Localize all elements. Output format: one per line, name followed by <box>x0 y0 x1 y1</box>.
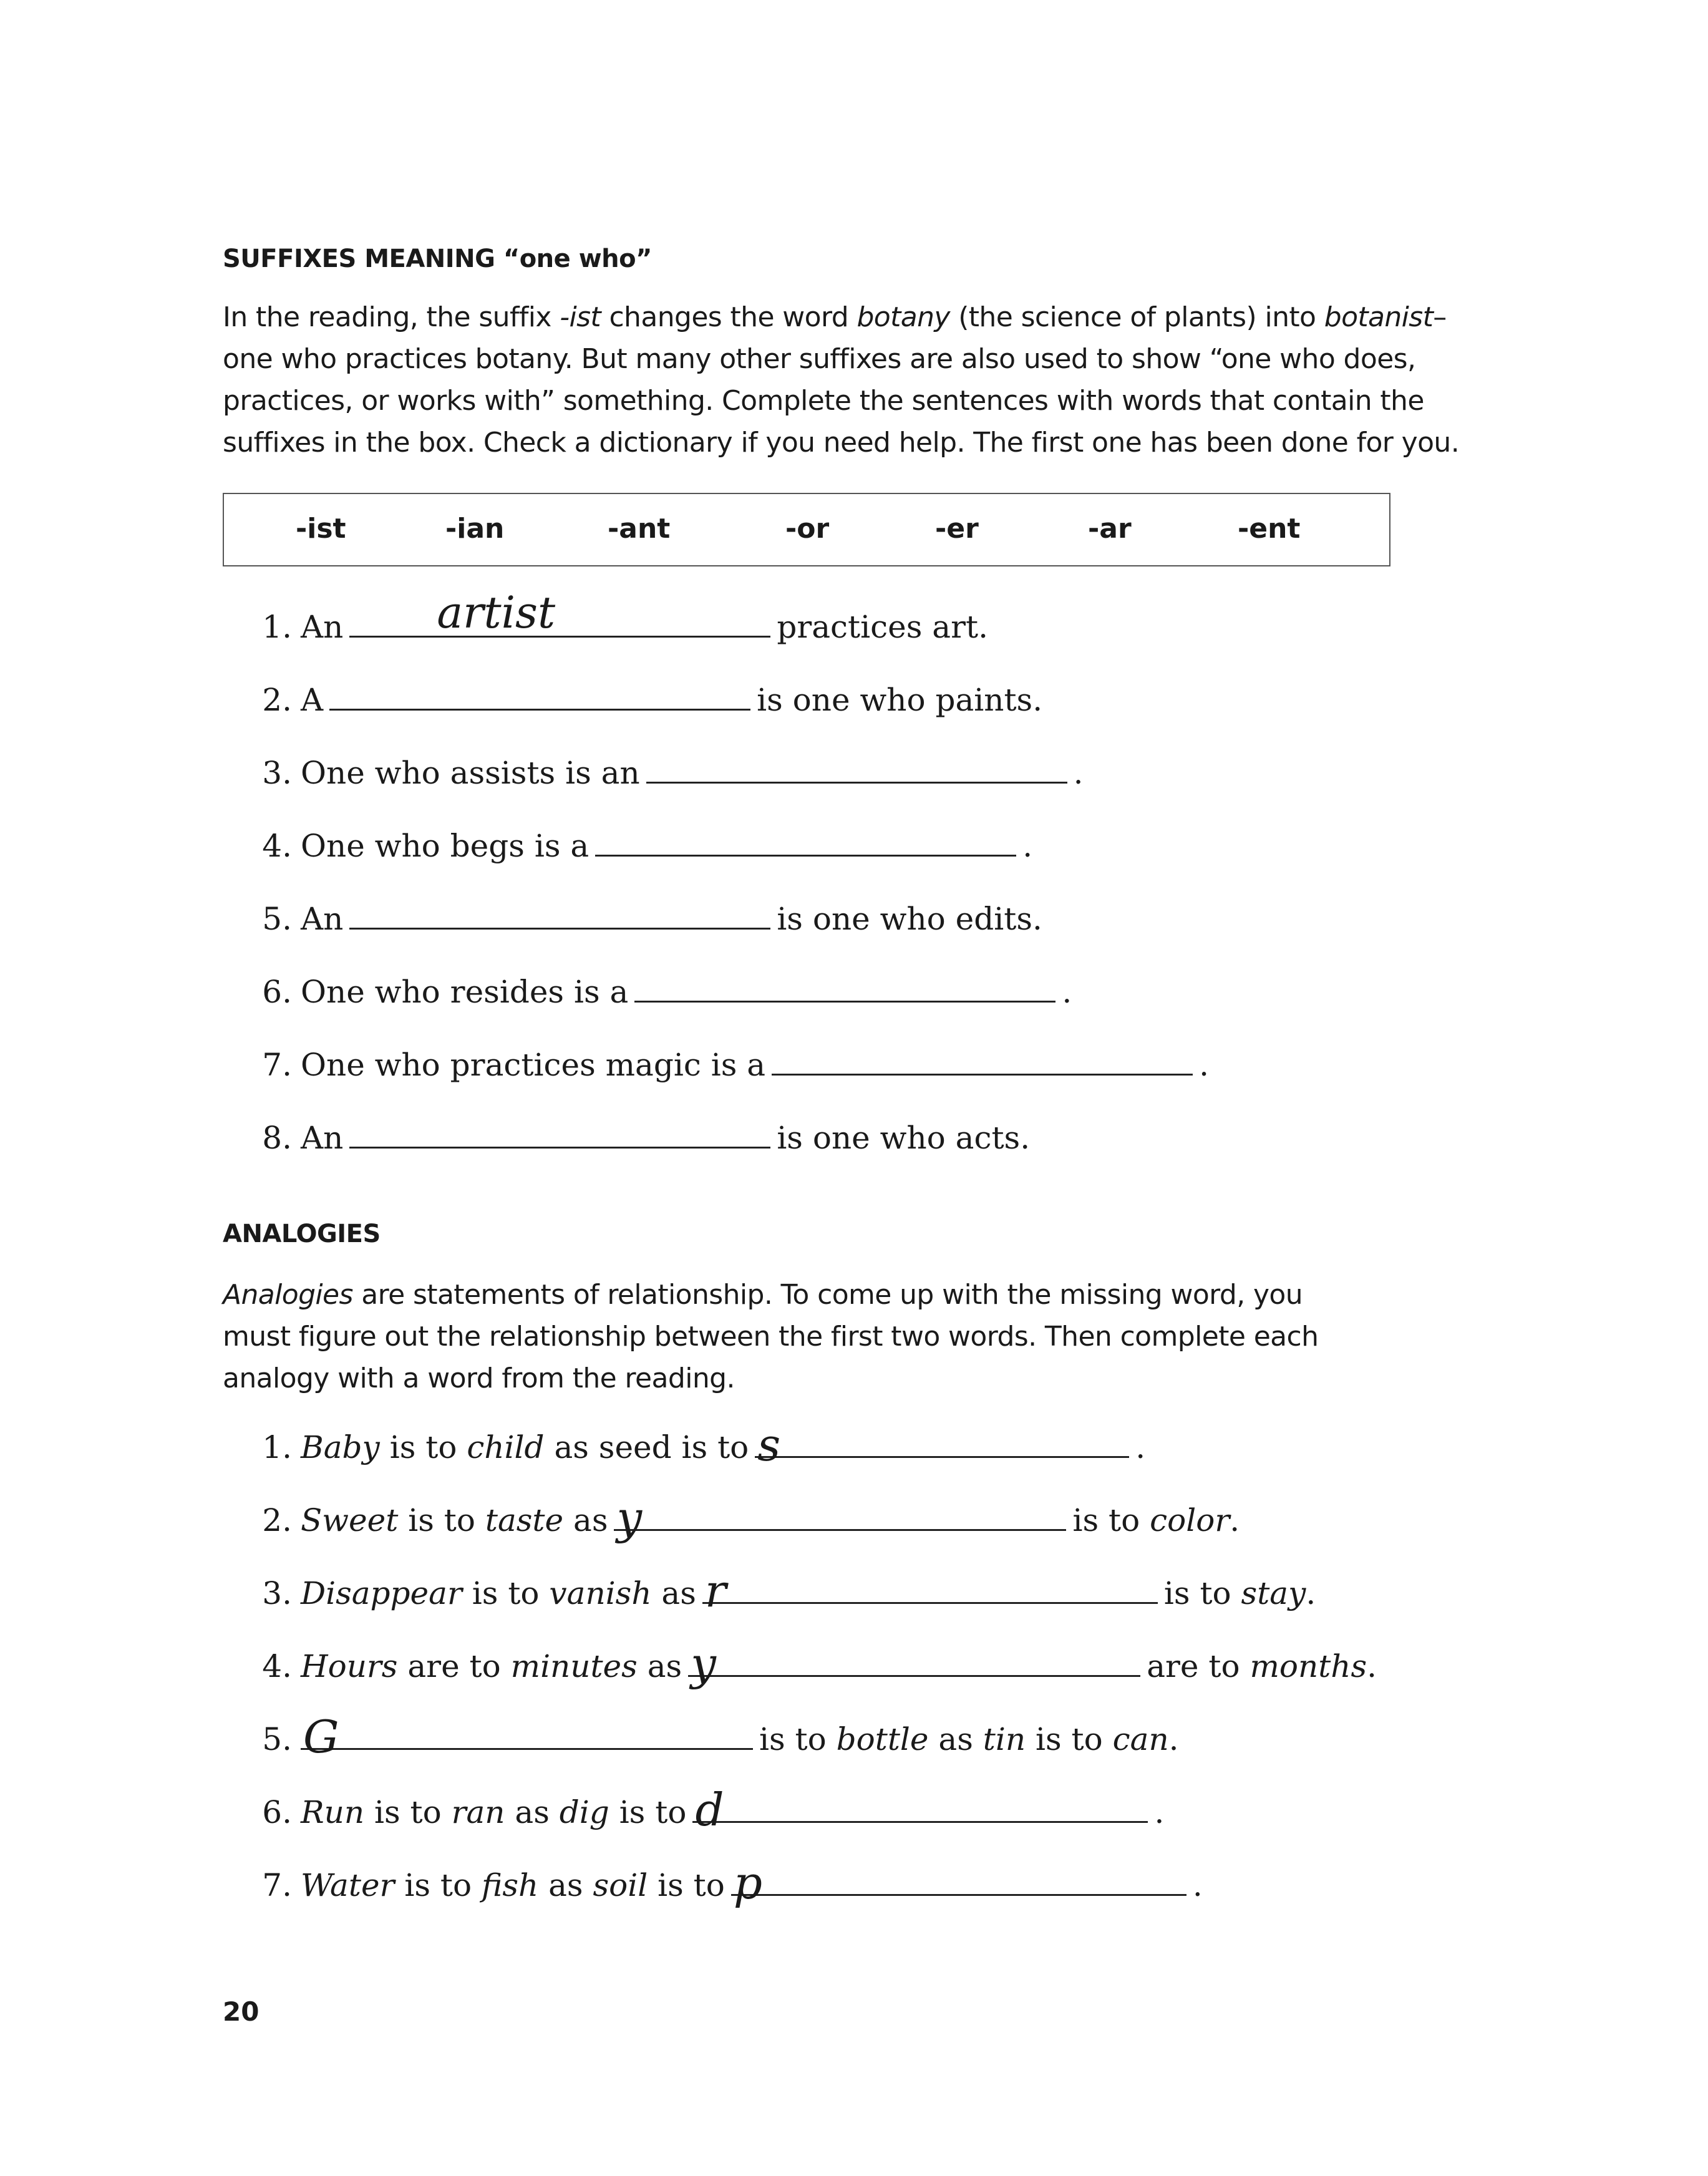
instructions-line: practices, or works with” something. Complete the sentences with words that contain the <box>223 385 1424 417</box>
question-number: 5. <box>262 901 292 937</box>
suffix-item: -ent <box>1238 513 1301 545</box>
suffix-question <box>262 973 1072 1011</box>
suffixes-section-title: SUFFIXES MEANING “one who” <box>223 245 652 273</box>
text-run: is to <box>759 1721 837 1757</box>
question-text: is one who edits. <box>777 901 1042 937</box>
analogy-question <box>262 1565 1316 1617</box>
answer-blank[interactable] <box>614 1492 1066 1544</box>
suffix-item: -ar <box>1088 513 1132 545</box>
question-text: is one who acts. <box>777 1120 1031 1156</box>
text-run: is to <box>1072 1502 1150 1538</box>
answer-blank[interactable] <box>692 1784 1148 1836</box>
suffix-question <box>262 587 988 646</box>
text-run: months <box>1249 1648 1367 1684</box>
question-number: 2. <box>262 1502 292 1538</box>
text-run: are to <box>1147 1648 1250 1684</box>
text-run: (the science of plants) into <box>949 301 1324 333</box>
handwritten-hint: d <box>695 1784 724 1836</box>
handwritten-hint: s <box>757 1419 781 1471</box>
text-run: as <box>637 1648 682 1684</box>
question-text: . <box>1154 1794 1165 1830</box>
suffix-question <box>262 827 1033 865</box>
answer-blank[interactable] <box>349 900 770 930</box>
text-run: can <box>1112 1721 1169 1757</box>
text-run: Disappear <box>301 1575 462 1611</box>
question-number: 3. <box>262 1575 292 1611</box>
question-number: 4. <box>262 1648 292 1684</box>
question-text: One who assists is an <box>301 755 640 791</box>
answer-blank[interactable] <box>349 587 770 638</box>
text-run: . <box>1367 1648 1377 1684</box>
suffix-question <box>262 754 1084 792</box>
text-run: as <box>505 1794 560 1830</box>
question-text: . <box>1192 1867 1203 1903</box>
text-run: is to <box>462 1575 550 1611</box>
suffix-item: -or <box>785 513 830 545</box>
answer-blank[interactable] <box>301 1711 753 1763</box>
question-text: One who resides is a <box>301 974 629 1010</box>
question-number: 7. <box>262 1047 292 1083</box>
handwritten-answer: artist <box>437 587 556 638</box>
suffixes-instructions <box>223 296 1459 464</box>
text-run: botanist <box>1324 301 1434 333</box>
text-run: . <box>1306 1575 1316 1611</box>
question-text: An <box>301 1120 344 1156</box>
suffix-item: -ist <box>296 513 346 545</box>
text-run: botany <box>856 301 950 333</box>
analogies-instructions <box>223 1274 1318 1399</box>
question-number: 3. <box>262 755 292 791</box>
handwritten-hint: G <box>303 1711 339 1763</box>
handwritten-hint: r <box>704 1565 727 1617</box>
suffix-item: -ant <box>608 513 671 545</box>
suffix-question <box>262 1119 1031 1157</box>
text-run: ran <box>451 1794 505 1830</box>
text-run: as <box>563 1502 608 1538</box>
answer-blank[interactable] <box>755 1419 1129 1471</box>
analogy-question <box>262 1638 1377 1690</box>
question-number: 6. <box>262 974 292 1010</box>
answer-blank[interactable] <box>702 1565 1158 1617</box>
text-run: minutes <box>510 1648 638 1684</box>
question-text: is one who paints. <box>757 682 1043 718</box>
text-run: Run <box>301 1794 365 1830</box>
question-number: 1. <box>262 609 292 645</box>
page-number: 20 <box>223 1996 260 2027</box>
instructions-line <box>223 1274 1318 1316</box>
text-run: Water <box>301 1867 395 1903</box>
question-text: . <box>1199 1047 1209 1083</box>
analogy-question <box>262 1492 1240 1544</box>
handwritten-hint: y <box>616 1492 643 1544</box>
instructions-line: one who practices botany. But many other suffixes are also used to show “one who does, <box>223 343 1416 375</box>
text-run: -ist <box>560 301 601 333</box>
answer-blank[interactable] <box>772 1046 1193 1076</box>
text-run: In the reading, the suffix <box>223 301 560 333</box>
instructions-line: must figure out the relationship between the first two words. Then complete each <box>223 1321 1319 1353</box>
text-run: Sweet <box>301 1502 399 1538</box>
question-text: A <box>301 682 324 718</box>
text-run: as <box>538 1867 593 1903</box>
question-number: 7. <box>262 1867 292 1903</box>
question-text: One who practices magic is a <box>301 1047 766 1083</box>
text-run: tin <box>983 1721 1026 1757</box>
question-text: practices art. <box>777 609 988 645</box>
text-run: changes the word <box>601 301 857 333</box>
answer-blank[interactable] <box>634 973 1055 1003</box>
answer-blank[interactable] <box>731 1857 1186 1909</box>
question-number: 8. <box>262 1120 292 1156</box>
text-run: is to <box>1026 1721 1113 1757</box>
question-text: An <box>301 901 344 937</box>
text-run: child <box>467 1429 545 1465</box>
text-run: soil <box>593 1867 648 1903</box>
analogy-question <box>262 1711 1179 1763</box>
text-run: Hours <box>301 1648 398 1684</box>
text-run: taste <box>485 1502 564 1538</box>
question-text: . <box>1062 974 1072 1010</box>
question-number: 4. <box>262 828 292 864</box>
suffix-item: -ian <box>445 513 505 545</box>
text-run: is to <box>398 1502 485 1538</box>
question-text: . <box>1135 1429 1146 1465</box>
instructions-line <box>223 296 1459 338</box>
answer-blank[interactable] <box>646 754 1067 784</box>
suffix-question <box>262 1046 1209 1084</box>
text-run: are statements of relationship. To come up with the missing word, you <box>352 1279 1303 1311</box>
question-text: . <box>1022 828 1033 864</box>
text-run: Baby <box>301 1429 380 1465</box>
suffix-question <box>262 900 1042 938</box>
analogy-question <box>262 1784 1165 1836</box>
text-run: Analogies <box>223 1279 353 1311</box>
question-text: One who begs is a <box>301 828 590 864</box>
handwritten-hint: p <box>733 1857 762 1909</box>
instructions-line: analogy with a word from the reading. <box>223 1362 735 1394</box>
text-run: is to <box>364 1794 452 1830</box>
text-run: bottle <box>836 1721 929 1757</box>
analogy-question <box>262 1419 1146 1471</box>
instructions-line: suffixes in the box. Check a dictionary if you need help. The first one has been done for you. <box>223 427 1460 459</box>
answer-blank[interactable] <box>595 827 1016 857</box>
text-run: vanish <box>549 1575 652 1611</box>
text-run: is to <box>379 1429 467 1465</box>
text-run: as seed is to <box>544 1429 749 1465</box>
text-run: is to <box>1163 1575 1241 1611</box>
analogy-question <box>262 1857 1203 1909</box>
question-number: 1. <box>262 1429 292 1465</box>
text-run: is to <box>394 1867 482 1903</box>
question-number: 6. <box>262 1794 292 1830</box>
suffix-question <box>262 681 1043 719</box>
text-run: – <box>1433 301 1447 333</box>
question-text: An <box>301 609 344 645</box>
analogies-section-title: ANALOGIES <box>223 1220 381 1248</box>
text-run: as <box>928 1721 983 1757</box>
answer-blank[interactable] <box>329 681 750 711</box>
text-run: is to <box>648 1867 725 1903</box>
text-run: dig <box>559 1794 609 1830</box>
suffix-box <box>223 493 1390 566</box>
text-run: color <box>1150 1502 1230 1538</box>
question-text: . <box>1073 755 1084 791</box>
handwritten-hint: y <box>691 1638 716 1690</box>
question-number: 2. <box>262 682 292 718</box>
answer-blank[interactable] <box>349 1119 770 1149</box>
text-run: as <box>651 1575 696 1611</box>
text-run: are to <box>397 1648 511 1684</box>
question-number: 5. <box>262 1721 292 1757</box>
suffix-item: -er <box>935 513 979 545</box>
text-run: is to <box>609 1794 687 1830</box>
text-run: stay <box>1241 1575 1306 1611</box>
answer-blank[interactable] <box>688 1638 1140 1690</box>
text-run: fish <box>481 1867 539 1903</box>
text-run: . <box>1168 1721 1179 1757</box>
text-run: . <box>1230 1502 1240 1538</box>
